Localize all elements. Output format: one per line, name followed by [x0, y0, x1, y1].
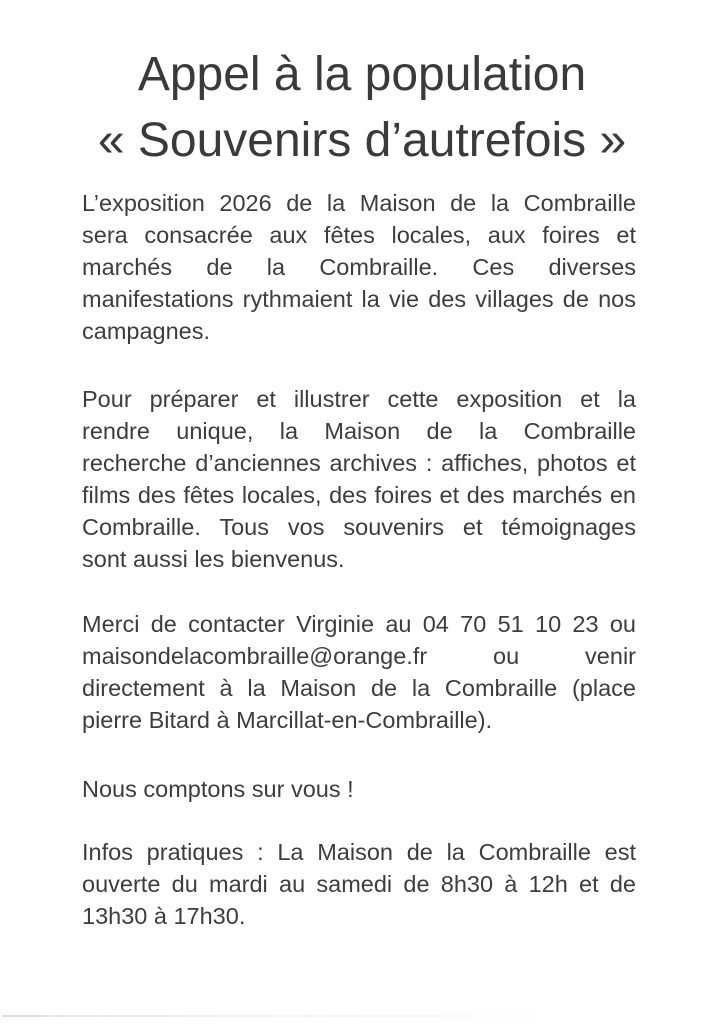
text-line: films des fêtes locales, des foires et des marchés en: [82, 482, 636, 508]
text-line: Infos pratiques : La Maison de la Combraille est: [82, 839, 636, 865]
text-line: Pour préparer et illustrer cette exposition et la: [82, 386, 636, 412]
text-line: Nous comptons sur vous !: [82, 776, 354, 802]
paragraph-contact: [82, 608, 636, 736]
title-line-2: « Souvenirs d’autrefois »: [97, 114, 627, 167]
text-line: campagnes.: [82, 318, 211, 344]
scan-edge-artifact: [2, 1015, 642, 1017]
text-line: Combraille. Tous vos souvenirs et témoignages: [82, 514, 636, 540]
text-line: 13h30 à 17h30.: [82, 903, 246, 929]
text-line: pierre Bitard à Marcillat-en-Combraille).: [82, 707, 493, 733]
text-line: L’exposition 2026 de la Maison de la Combraille: [82, 190, 636, 216]
paragraph-recherche-archives: [82, 383, 636, 575]
text-line: maisondelacombraille@orange.fr ou venir: [82, 643, 636, 669]
paragraph-appel: [82, 773, 636, 805]
page-title: [0, 42, 724, 174]
text-line: manifestations rythmaient la vie des villages de nos: [82, 286, 636, 312]
text-line: marchés de la Combraille. Ces diverses: [82, 254, 636, 280]
text-line: sera consacrée aux fêtes locales, aux foires et: [82, 222, 636, 248]
text-line: Merci de contacter Virginie au 04 70 51 10 23 ou: [82, 611, 636, 637]
text-line: directement à la Maison de la Combraille (place: [82, 675, 636, 701]
text-line: recherche d’anciennes archives : affiches, photos et: [82, 450, 636, 476]
title-line-1: Appel à la population: [137, 48, 587, 101]
text-line: ouverte du mardi au samedi de 8h30 à 12h et de: [82, 871, 636, 897]
paragraph-exposition: [82, 187, 636, 347]
text-line: sont aussi les bienvenus.: [82, 546, 345, 572]
paragraph-infos-pratiques: [82, 836, 636, 932]
text-line: rendre unique, la Maison de la Combraille: [82, 418, 636, 444]
